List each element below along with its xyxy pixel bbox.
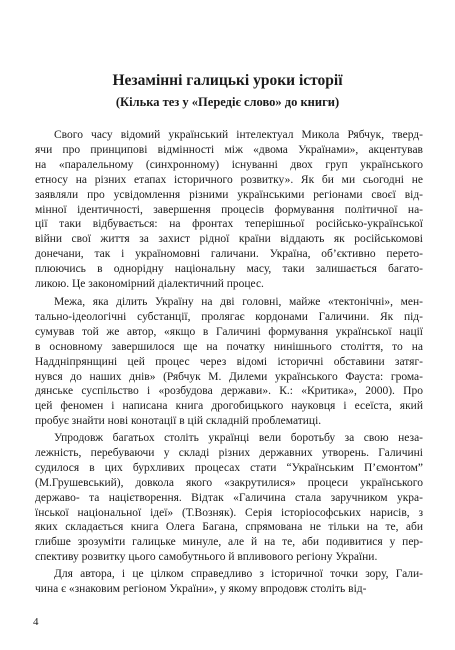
text-line: нувся до наших днів» (Рябчук М. Дилеми українського Фауста: грома- [35,370,423,383]
text-line: ликою. Це закономірний діалектичний процес. [35,278,264,291]
text-line: Межа, яка ділить Україну на дві головні, майже «тектонічні», мен- [54,296,423,308]
document-subtitle: (Кілька тез у «Передіє слово» до книги) [115,95,340,109]
text-line: (М.Грушевський), довкола якого «закрутилися» процеси українського [35,476,423,489]
text-line: мінної ідентичності, завершення процесів формування політичної на- [35,203,423,216]
text-line: Наддніпрянщині цей процес через відомі історичні обставини затяг- [35,355,423,368]
text-line: заявляли про усвідомлення різними українськими регіонами своєї від- [35,188,423,201]
text-line: на «паралельному (синхронному) існуванні двох груп українського [35,158,423,171]
paragraph-text [35,431,423,565]
paragraph-text [35,295,423,429]
paragraph [35,431,423,565]
paragraph [35,295,423,429]
text-line: їнської національної ідеї» (Т.Возняк). Серія історіософських нарисів, з [35,506,423,519]
text-line: спективу розвитку цього самобутнього й впливового регіону України. [35,551,378,564]
paragraph-text [35,567,423,597]
document-title: Незамінні галицькі уроки історії [112,72,343,89]
paragraph [35,128,423,292]
text-line: в основному завершилося ще на початку нинішнього століття, то на [35,340,423,353]
text-line: Для автора, і це цілком справедливо з історичної точки зору, Гали- [54,568,423,580]
text-line: донечани, так і україномовні галичани. Україна, об’єктивно перето- [35,248,423,261]
text-line: пробує знайти нові конотації в цій складній проблематиці. [35,415,322,428]
text-line: Свого часу відомий український інтелектуал Микола Рябчук, тверд- [54,129,423,141]
text-line: етносу на різних етапах історичного розвитку». Як би ми сьогодні не [35,173,423,186]
text-line: дянське суспільство і «розбудова держави». К.: «Критика», 2000). Про [35,385,423,398]
paragraph [35,567,423,597]
text-line: чина є «знаковим регіоном України», у якому впродовж століть від- [35,582,367,595]
text-line: сумував той же автор, «якщо в Галичині формування української нації [35,325,423,338]
text-line: державо- та націєтворення. Відтак «Галичина стала заручником укра- [35,491,423,504]
text-line: плюючись в однорідну національну масу, таки залишається багато- [35,263,423,276]
text-line: ячи про принципові відмінності між «двома Українами», акцентував [35,143,423,156]
page-number: 4 [33,616,39,628]
text-line: ції таки відбувається: на фронтах теперішньої російсько-української [35,218,423,231]
text-line: Упродовж багатьох століть українці вели боротьбу за свою неза- [54,432,423,444]
text-line: судилося в цих бурхливих процесах стати “Українським П’ємонтом” [35,461,423,474]
text-line: тально-ідеологічні субстанції, пролягає кордонами Галичини. Як під- [35,310,423,323]
text-line: глибше зрозуміти галицьке минуле, але й на те, аби подивитися у пер- [35,536,423,549]
text-line: яких складається книга Олега Багана, спрямована не тільки на те, аби [35,521,423,534]
paragraph-text [35,128,423,292]
text-line: цей феномен і написана книга дрогобицького науковця і есеїста, який [35,400,423,413]
text-line: лежність, перебуваючи у складі різних державних утворень. Галичині [35,446,423,459]
text-line: війни свої життя за захист рідної країни віддають як російськомові [35,233,423,246]
